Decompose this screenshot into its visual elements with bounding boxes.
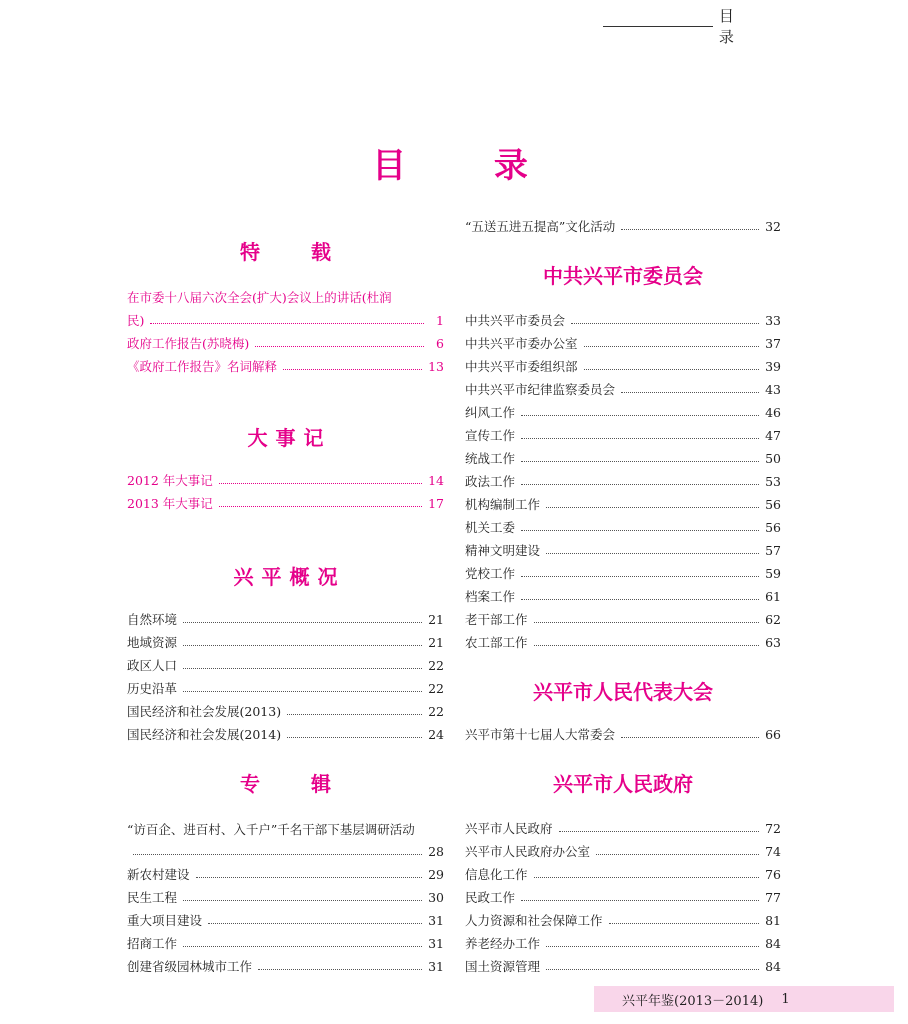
leader-dots (521, 576, 759, 577)
toc-entry-label: 2013 年大事记 (127, 496, 213, 511)
toc-entry-label: 国土资源管理 (465, 959, 541, 974)
section-heading-overview: 兴平概况 (233, 565, 346, 589)
toc-entry-page: 6 (436, 335, 444, 351)
toc-entry[interactable] (465, 631, 781, 653)
toc-entry-page: 72 (765, 820, 781, 836)
toc-entry-label: 招商工作 (127, 936, 178, 951)
toc-entry-page: 56 (765, 496, 781, 512)
leader-dots (609, 923, 760, 924)
toc-entry[interactable] (127, 863, 444, 885)
toc-entry-page: 22 (428, 657, 444, 673)
toc-entry-page: 31 (428, 958, 444, 974)
toc-entry-page: 33 (765, 312, 781, 328)
toc-entry-label: 民) (127, 313, 145, 328)
leader-dots (596, 854, 759, 855)
toc-entry-label: 中共兴平市纪律监察委员会 (465, 382, 616, 397)
toc-entry[interactable] (465, 401, 781, 423)
toc-entry-label: 中共兴平市委办公室 (465, 336, 578, 351)
leader-dots (219, 506, 422, 507)
toc-entry-label: 政区人口 (127, 658, 178, 673)
section-heading-special: 特 载 (240, 240, 353, 264)
leader-dots (287, 737, 422, 738)
toc-entry-page: 77 (765, 889, 781, 905)
toc-entry[interactable] (127, 840, 444, 862)
toc-entry-page: 24 (428, 726, 444, 742)
toc-entry-label: 兴平市第十七届人大常委会 (465, 727, 616, 742)
leader-dots (283, 369, 422, 370)
toc-entry[interactable] (465, 723, 781, 745)
leader-dots (621, 229, 759, 230)
toc-entry[interactable] (465, 215, 781, 237)
toc-entry-page: 56 (765, 519, 781, 535)
toc-entry-page: 13 (428, 358, 444, 374)
toc-entry[interactable] (465, 378, 781, 400)
toc-entry-page: 37 (765, 335, 781, 351)
toc-entry-page: 74 (765, 843, 781, 859)
leader-dots (559, 831, 760, 832)
toc-entry[interactable] (127, 631, 444, 653)
leader-dots (571, 323, 759, 324)
leader-dots (546, 946, 759, 947)
leader-dots (255, 346, 424, 347)
toc-entry-label: 政法工作 (465, 474, 516, 489)
toc-entry[interactable] (465, 332, 781, 354)
toc-entry-label: 中共兴平市委员会 (465, 313, 566, 328)
page-title: 目 录 (372, 146, 566, 186)
toc-entry[interactable] (127, 677, 444, 699)
leader-dots (133, 854, 422, 855)
toc-entry[interactable] (465, 932, 781, 954)
toc-entry-label: 档案工作 (465, 589, 516, 604)
leader-dots (521, 415, 759, 416)
leader-dots (183, 691, 422, 692)
toc-entry[interactable] (127, 700, 444, 722)
section-heading-events: 大事记 (247, 426, 332, 450)
toc-entry[interactable] (127, 886, 444, 908)
toc-entry-label: 中共兴平市委组织部 (465, 359, 578, 374)
section-heading-special-collection: 专 辑 (240, 772, 353, 796)
toc-entry-page: 46 (765, 404, 781, 420)
toc-entry-label: 兴平市人民政府办公室 (465, 844, 591, 859)
toc-entry[interactable] (127, 332, 444, 354)
leader-dots (546, 969, 759, 970)
toc-entry[interactable] (465, 817, 781, 839)
toc-entry[interactable] (465, 516, 781, 538)
leader-dots (521, 438, 759, 439)
leader-dots (621, 737, 759, 738)
toc-entry[interactable] (465, 608, 781, 630)
toc-entry-label: 自然环境 (127, 612, 178, 627)
toc-entry-page: 32 (765, 218, 781, 234)
toc-entry[interactable] (465, 562, 781, 584)
toc-entry-page: 28 (428, 843, 444, 859)
toc-entry-page: 43 (765, 381, 781, 397)
toc-entry[interactable] (465, 309, 781, 331)
toc-entry-page: 66 (765, 726, 781, 742)
toc-entry[interactable] (465, 840, 781, 862)
toc-entry[interactable] (127, 492, 444, 514)
leader-dots (546, 507, 759, 508)
toc-entry-page: 31 (428, 935, 444, 951)
toc-entry[interactable] (465, 424, 781, 446)
toc-entry[interactable] (465, 886, 781, 908)
toc-entry[interactable] (127, 909, 444, 931)
toc-entry-label: 民生工程 (127, 890, 178, 905)
toc-entry-label: 《政府工作报告》名词解释 (127, 359, 278, 374)
toc-entry[interactable] (127, 469, 444, 491)
toc-entry[interactable] (127, 608, 444, 630)
leader-dots (534, 645, 760, 646)
toc-entry-page: 29 (428, 866, 444, 882)
toc-entry-page: 30 (428, 889, 444, 905)
toc-entry-page: 17 (428, 495, 444, 511)
toc-entry-label: “五送五进五提高”文化活动 (465, 219, 616, 234)
toc-entry[interactable] (127, 932, 444, 954)
leader-dots (521, 530, 759, 531)
leader-dots (521, 900, 759, 901)
toc-entry-page: 14 (428, 472, 444, 488)
leader-dots (621, 392, 759, 393)
toc-entry-label: 民政工作 (465, 890, 516, 905)
section-heading-peoples-congress: 兴平市人民代表大会 (533, 680, 713, 704)
toc-entry-label: 政府工作报告(苏晓梅) (127, 336, 250, 351)
toc-entry-page: 22 (428, 703, 444, 719)
toc-entry-page: 1 (436, 312, 444, 328)
toc-right-column (465, 0, 781, 1024)
leader-dots (584, 346, 760, 347)
toc-entry-page: 53 (765, 473, 781, 489)
leader-dots (258, 969, 422, 970)
toc-entry[interactable] (127, 955, 444, 977)
leader-dots (183, 900, 422, 901)
leader-dots (183, 645, 422, 646)
toc-entry[interactable] (465, 909, 781, 931)
toc-entry[interactable] (465, 447, 781, 469)
toc-entry[interactable] (127, 654, 444, 676)
toc-entry[interactable] (127, 309, 444, 331)
toc-entry-label: 农工部工作 (465, 635, 528, 650)
toc-entry-label: 兴平市人民政府 (465, 821, 553, 836)
toc-entry-label: 人力资源和社会保障工作 (465, 913, 603, 928)
running-head-label: 目 录 (718, 7, 752, 46)
toc-entry-page: 84 (765, 958, 781, 974)
toc-entry[interactable] (127, 355, 444, 377)
leader-dots (183, 668, 422, 669)
toc-entry-label: 宣传工作 (465, 428, 516, 443)
toc-entry-label: 纠风工作 (465, 405, 516, 420)
leader-dots (196, 877, 423, 878)
page-footer (594, 986, 894, 1012)
toc-entry-label: 老干部工作 (465, 612, 528, 627)
section-heading-government: 兴平市人民政府 (553, 772, 693, 796)
toc-entry[interactable] (465, 493, 781, 515)
leader-dots (521, 599, 759, 600)
toc-entry-page: 61 (765, 588, 781, 604)
toc-entry-page: 21 (428, 634, 444, 650)
toc-entry[interactable] (465, 585, 781, 607)
toc-entry-line1: 在市委十八届六次全会(扩大)会议上的讲话(杜润 (127, 290, 392, 305)
toc-entry-label: 重大项目建设 (127, 913, 203, 928)
footer-page-number: 1 (781, 991, 790, 1007)
leader-dots (521, 484, 759, 485)
toc-entry-label: 地域资源 (127, 635, 178, 650)
leader-dots (150, 323, 424, 324)
toc-entry-label: 养老经办工作 (465, 936, 541, 951)
toc-left-column (127, 0, 444, 1024)
toc-entry-label: 国民经济和社会发展(2013) (127, 704, 282, 719)
toc-entry-page: 84 (765, 935, 781, 951)
toc-entry[interactable] (465, 355, 781, 377)
toc-entry-page: 47 (765, 427, 781, 443)
leader-dots (534, 877, 760, 878)
leader-dots (546, 553, 759, 554)
toc-entry-label: 信息化工作 (465, 867, 528, 882)
toc-entry-label: 精神文明建设 (465, 543, 541, 558)
toc-entry-page: 63 (765, 634, 781, 650)
leader-dots (219, 483, 422, 484)
toc-entry-page: 39 (765, 358, 781, 374)
toc-entry-page: 59 (765, 565, 781, 581)
toc-entry-line1: “访百企、进百村、入千户”千名干部下基层调研活动 (127, 822, 415, 837)
footer-publication: 兴平年鉴(2013－2014) (622, 993, 764, 1009)
toc-entry-label: 新农村建设 (127, 867, 190, 882)
toc-entry-page: 81 (765, 912, 781, 928)
leader-dots (183, 622, 422, 623)
toc-entry-label: 统战工作 (465, 451, 516, 466)
toc-entry[interactable] (465, 470, 781, 492)
toc-entry-page: 62 (765, 611, 781, 627)
toc-entry-page: 21 (428, 611, 444, 627)
toc-entry-label: 国民经济和社会发展(2014) (127, 727, 282, 742)
toc-entry-page: 31 (428, 912, 444, 928)
section-heading-party-committee: 中共兴平市委员会 (543, 264, 703, 288)
toc-entry-page: 57 (765, 542, 781, 558)
leader-dots (183, 946, 422, 947)
leader-dots (521, 461, 759, 462)
toc-entry-page: 76 (765, 866, 781, 882)
toc-entry-label: 机关工委 (465, 520, 516, 535)
toc-entry[interactable] (465, 539, 781, 561)
toc-entry-label: 历史沿革 (127, 681, 178, 696)
toc-entry[interactable] (127, 723, 444, 745)
leader-dots (208, 923, 422, 924)
toc-entry[interactable] (465, 863, 781, 885)
toc-entry-page: 50 (765, 450, 781, 466)
leader-dots (584, 369, 760, 370)
toc-entry-label: 机构编制工作 (465, 497, 541, 512)
toc-entry-label: 创建省级园林城市工作 (127, 959, 253, 974)
toc-entry-label: 2012 年大事记 (127, 473, 213, 488)
toc-entry[interactable] (465, 955, 781, 977)
toc-entry-label: 党校工作 (465, 566, 516, 581)
leader-dots (534, 622, 760, 623)
toc-entry-page: 22 (428, 680, 444, 696)
leader-dots (287, 714, 422, 715)
